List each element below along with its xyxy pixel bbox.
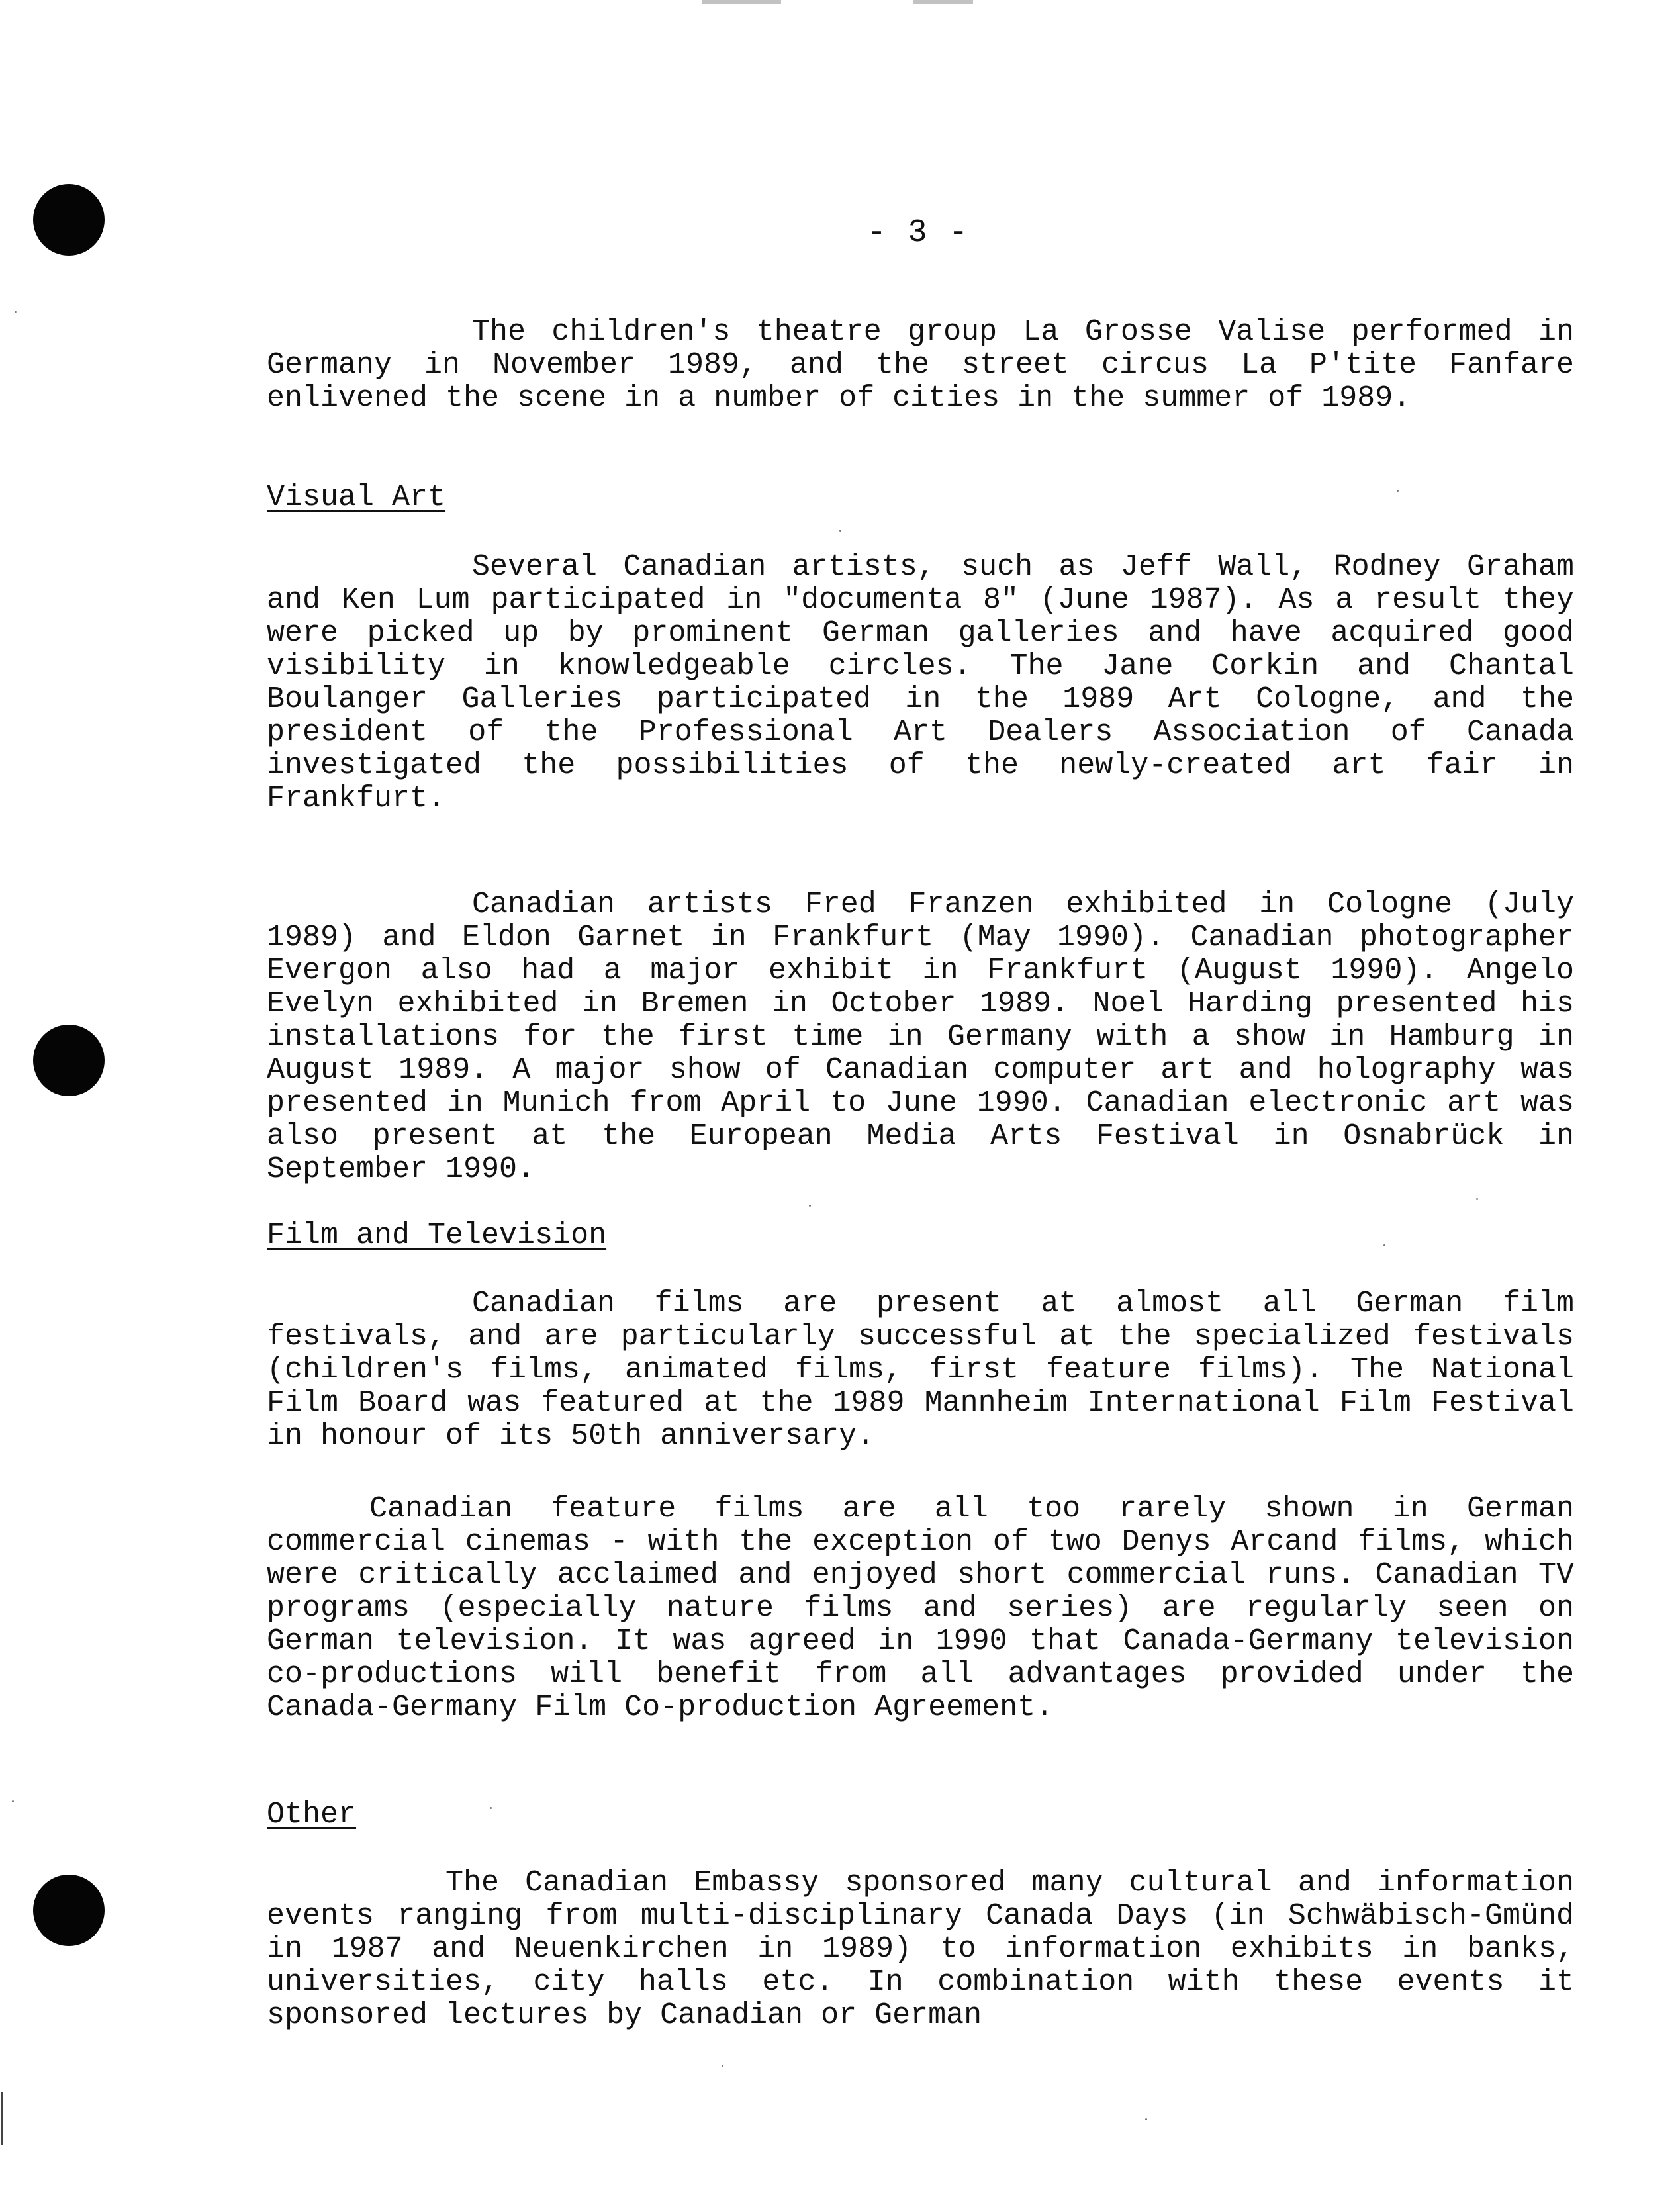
heading-other: Other [267,1798,357,1832]
heading-visual-art: Visual Art [267,481,446,514]
scan-speck [15,311,17,313]
scan-speck [1476,1198,1478,1200]
paragraph-other-1: The Canadian Embassy sponsored many cultural and information events ranging from multi-disciplinary Canada Days (in Schwäbisch-Gmünd in 1987 and Neuenkirchen in 1989) to information exhibits in banks, universities, city halls etc. In combination with these events it sponsored lectures by Canadian or German [267,1866,1574,2032]
page-number: - 3 - [867,215,970,251]
punch-hole-middle [33,1025,105,1096]
scan-speck [1397,490,1399,492]
scan-edge-mark [1,2092,3,2145]
scan-speck [490,1807,492,1809]
heading-film-television: Film and Television [267,1219,607,1252]
paragraph-film-2: Canadian feature films are all too rarely shown in German commercial cinemas - with the exception of two Denys Arcand films, which were critically acclaimed and enjoyed short commercial runs. Canadian TV programs (especially nature films and series) are regularly seen on German television. It was agreed in 1990 that Canada-Germany television co-productions will benefit from all advantages provided under the Canada-Germany Film Co-production Agreement. [267,1492,1574,1724]
punch-hole-bottom [33,1875,105,1946]
scan-speck [12,1800,14,1802]
scan-speck [1145,2118,1147,2120]
paragraph-visual-art-2: Canadian artists Fred Franzen exhibited in Cologne (July 1989) and Eldon Garnet in Frankfurt (May 1990). Canadian photographer Evergon also had a major exhibit in Frankfurt (August 1990). Angelo Evelyn exhibited in Bremen in October 1989. Noel Harding presented his installations for the first time in Germany with a show in Hamburg in August 1989. A major show of Canadian computer art and holography was presented in Munich from April to June 1990. Canadian electronic art was also present at the European Media Arts Festival in Osnabrück in September 1990. [267,888,1574,1186]
paragraph-visual-art-1: Several Canadian artists, such as Jeff Wall, Rodney Graham and Ken Lum participated in "documenta 8" (June 1987). As a result they were picked up by prominent German galleries and have acquired good visibility in knowledgeable circles. The Jane Corkin and Chantal Boulanger Galleries participated in the 1989 Art Cologne, and the president of the Professional Art Dealers Association of Canada investigated the possibilities of the newly-created art fair in Frankfurt. [267,550,1574,816]
scan-speck [839,530,841,532]
punch-hole-top [33,184,105,256]
scan-speck [1383,1244,1385,1246]
scan-smudge [702,0,781,4]
scan-speck [809,1205,811,1207]
scan-speck [722,2065,723,2067]
paragraph-film-1: Canadian films are present at almost all German film festivals, and are particularly successful at the specialized festivals (children's films, animated films, first feature films). The National Film Board was featured at the 1989 Mannheim International Film Festival in honour of its 50th anniversary. [267,1287,1574,1453]
scan-smudge [913,0,973,4]
paragraph-theatre: The children's theatre group La Grosse Valise performed in Germany in November 1989, and the street circus La P'tite Fanfare enlivened the scene in a number of cities in the summer of 1989. [267,315,1574,415]
